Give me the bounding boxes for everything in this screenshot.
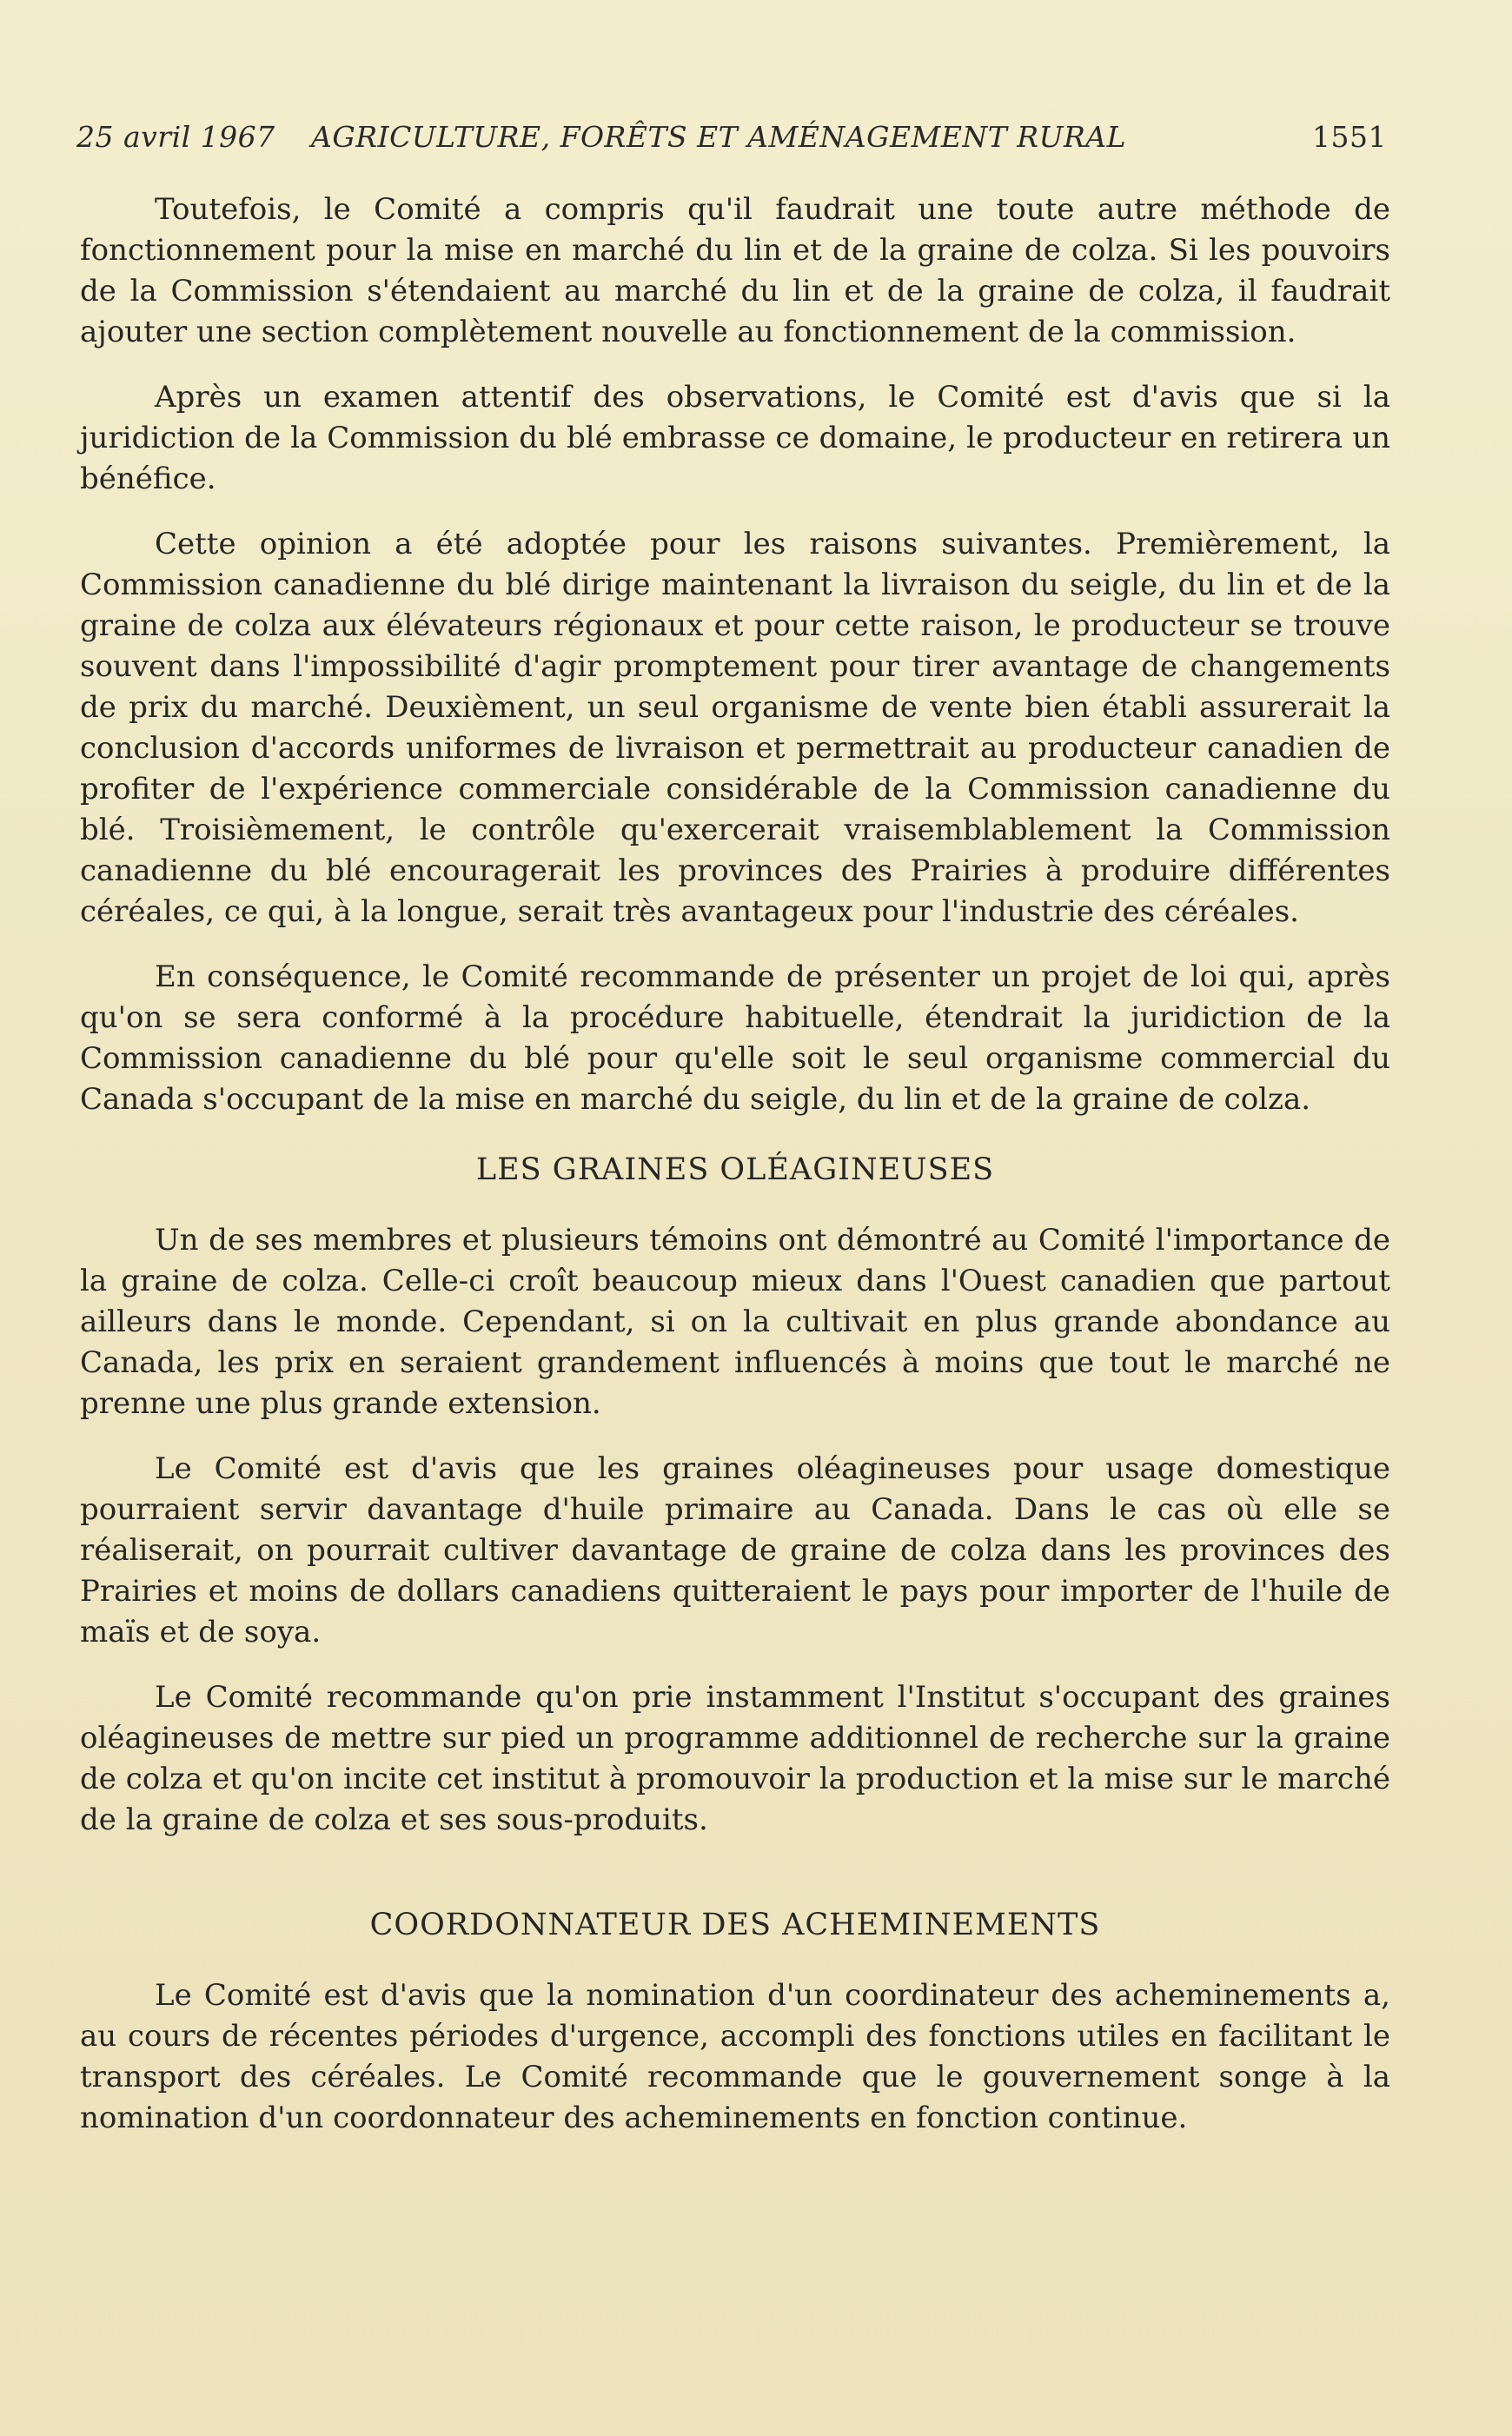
section-heading-graines-oleagineuses: LES GRAINES OLÉAGINEUSES	[475, 1152, 995, 1187]
paragraph: Cette opinion a été adoptée pour les raisons suivantes. Premièrement, la Commission canadienne du blé dirige maintenant la livraison du seigle, du lin et de la graine de colza aux élévateurs régionaux et pour cette raison, le producteur se trouve souvent dans l'impossibilité d'agir promptement pour tirer avantage de changements de prix du marché. Deuxièment, un seul organisme de vente bien établi assurerait la conclusion d'accords uniformes de livraison et permettrait au producteur canadien de profiter de l'expérience commerciale considérable de la Commission canadienne du blé. Troisièmement, le contrôle qu'exercerait vraisemblablement la Commission canadienne du blé encouragerait les provinces des Prairies à produire différentes céréales, ce qui, à la longue, serait très avantageux pour l'industrie des céréales.	[80, 527, 1390, 929]
header-date: 25 avril 1967	[76, 120, 275, 154]
page-number: 1551	[1312, 120, 1387, 154]
paragraph: Le Comité est d'avis que la nomination d'un coordinateur des acheminements a, au cours de récentes périodes d'urgence, accompli des fonctions utiles en facilitant le transport des céréales. Le Comité recommande que le gouvernement songe à la nomination d'un coordonnateur des acheminements en fonction continue.	[80, 1978, 1390, 2135]
document-body	[80, 189, 1390, 2163]
paragraph: En conséquence, le Comité recommande de présenter un projet de loi qui, après qu'on se sera conformé à la procédure habituelle, étendrait la juridiction de la Commission canadienne du blé pour qu'elle soit le seul organisme commercial du Canada s'occupant de la mise en marché du seigle, du lin et de la graine de colza.	[80, 959, 1390, 1117]
paragraph: Le Comité est d'avis que les graines oléagineuses pour usage domestique pourraient servir davantage d'huile primaire au Canada. Dans le cas où elle se réaliserait, on pourrait cultiver davantage de graine de colza dans les provinces des Prairies et moins de dollars canadiens quitteraient le pays pour importer de l'huile de maïs et de soya.	[80, 1451, 1390, 1649]
paragraph: Toutefois, le Comité a compris qu'il faudrait une toute autre méthode de fonctionnement pour la mise en marché du lin et de la graine de colza. Si les pouvoirs de la Commission s'étendaient au marché du lin et de la graine de colza, il faudrait ajouter une section complètement nouvelle au fonctionnement de la commission.	[80, 192, 1390, 349]
paragraph: Le Comité recommande qu'on prie instamment l'Institut s'occupant des graines oléagineuses de mettre sur pied un programme additionnel de recherche sur la graine de colza et qu'on incite cet institut à promouvoir la production et la mise sur le marché de la graine de colza et ses sous-produits.	[80, 1680, 1390, 1837]
header-title: AGRICULTURE, FORÊTS ET AMÉNAGEMENT RURAL	[311, 120, 1127, 154]
section-heading-coordonnateur: COORDONNATEUR DES ACHEMINEMENTS	[369, 1908, 1101, 1942]
paragraph: Un de ses membres et plusieurs témoins ont démontré au Comité l'importance de la graine de colza. Celle-ci croît beaucoup mieux dans l'Ouest canadien que partout ailleurs dans le monde. Cependant, si on la cultivait en plus grande abondance au Canada, les prix en seraient grandement influencés à moins que tout le marché ne prenne une plus grande extension.	[80, 1223, 1390, 1421]
running-header	[76, 120, 1387, 163]
paragraph: Après un examen attentif des observations, le Comité est d'avis que si la juridiction de la Commission du blé embrasse ce domaine, le producteur en retirera un bénéfice.	[80, 380, 1390, 496]
